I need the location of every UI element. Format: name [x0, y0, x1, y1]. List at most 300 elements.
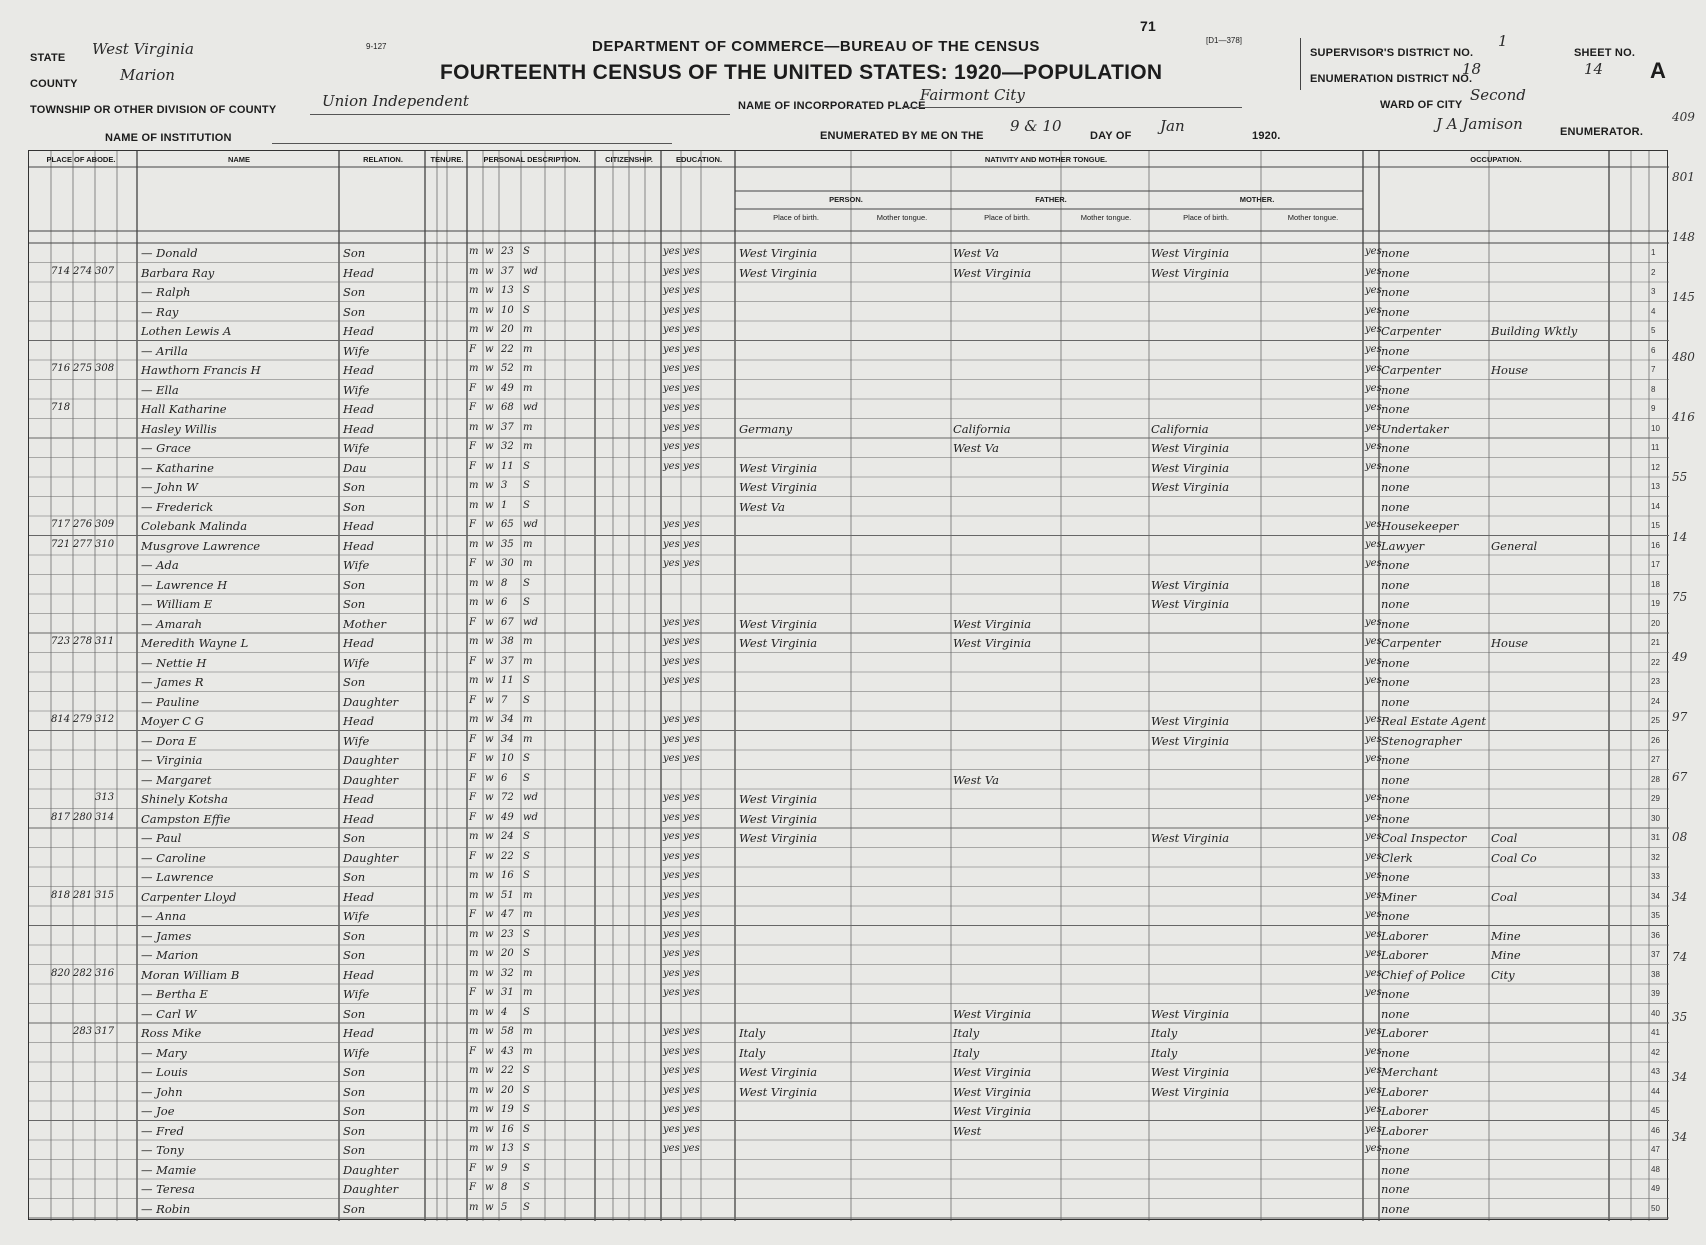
sex: F [469, 909, 476, 920]
relation: Wife [343, 909, 370, 923]
marital-status: m [523, 421, 533, 433]
age: 10 [501, 304, 514, 316]
speaks-english: yes [1365, 382, 1382, 394]
occupation: none [1381, 1006, 1410, 1021]
age: 37 [501, 421, 514, 433]
marital-status: m [523, 363, 533, 374]
margin-note: 55 [1672, 470, 1688, 484]
can-write: yes [683, 460, 700, 472]
race: w [485, 1104, 494, 1115]
can-write: yes [683, 1104, 700, 1115]
marital-status: S [523, 772, 530, 784]
line-number: 8 [1651, 384, 1656, 394]
sex: m [469, 265, 479, 277]
occupation: Carpenter [1381, 363, 1441, 377]
sheet-letter: A [1650, 58, 1666, 83]
birthplace: West Virginia [739, 1084, 818, 1099]
can-write: yes [683, 733, 700, 745]
supervisor-value: 1 [1498, 32, 1508, 50]
dwelling-number: 282 [73, 967, 93, 979]
person-name: — Fred [141, 1123, 184, 1138]
occupation: none [1381, 402, 1410, 416]
enumeration-district-label: ENUMERATION DISTRICT NO. [1310, 73, 1473, 85]
can-read: yes [663, 831, 680, 842]
relation: Head [343, 538, 375, 553]
person-name: — Donald [141, 246, 198, 260]
mother-birthplace: West Virginia [1151, 831, 1230, 845]
relation: Son [343, 499, 366, 514]
marital-status: m [523, 987, 533, 998]
birthplace: West Virginia [739, 792, 818, 806]
relation: Son [343, 1084, 366, 1099]
age: 67 [501, 616, 514, 628]
person-name: — Tony [141, 1143, 184, 1157]
margin-note: 34 [1672, 1070, 1688, 1084]
marital-status: S [523, 870, 530, 881]
margin-note: 75 [1672, 590, 1688, 604]
occupation: none [1381, 1162, 1410, 1177]
speaks-english: yes [1365, 519, 1382, 530]
margin-note: 14 [1672, 530, 1688, 544]
line-number: 37 [1651, 950, 1660, 959]
race: w [485, 1162, 494, 1174]
col-father-pob: Place of birth. [984, 213, 1030, 222]
can-read: yes [663, 1084, 680, 1096]
age: 1 [501, 499, 508, 511]
line-number: 20 [1651, 618, 1660, 628]
margin-note: 74 [1672, 950, 1688, 964]
age: 24 [501, 831, 514, 842]
street-number: 820 [51, 967, 71, 979]
sex: m [469, 1006, 479, 1018]
can-write: yes [683, 987, 700, 998]
line-number: 46 [1651, 1125, 1660, 1135]
line-number: 23 [1651, 677, 1660, 686]
speaks-english: yes [1365, 948, 1382, 959]
dwelling-number: 280 [73, 811, 93, 823]
marital-status: m [523, 636, 533, 647]
can-write: yes [683, 928, 700, 940]
age: 19 [501, 1104, 514, 1115]
can-read: yes [663, 421, 680, 433]
age: 11 [501, 460, 514, 472]
county-label: COUNTY [30, 78, 78, 90]
can-read: yes [663, 733, 680, 745]
col-education: EDUCATION. [675, 155, 723, 164]
race: w [485, 1143, 494, 1154]
township-label: TOWNSHIP OR OTHER DIVISION OF COUNTY [30, 104, 277, 116]
father-birthplace: West Virginia [953, 616, 1032, 631]
person-name: — Paul [141, 831, 182, 845]
line-number: 19 [1651, 599, 1660, 608]
can-write: yes [683, 948, 700, 959]
mother-birthplace: West Virginia [1151, 246, 1230, 260]
industry: Mine [1491, 948, 1521, 962]
col-person: PERSON. [829, 195, 863, 204]
sex: F [469, 402, 476, 413]
sex: m [469, 499, 479, 511]
street-number: 817 [51, 811, 71, 823]
col-mother: MOTHER. [1239, 195, 1275, 204]
speaks-english: yes [1365, 421, 1382, 433]
line-number: 30 [1651, 813, 1660, 823]
sex: m [469, 324, 479, 335]
occupation: none [1381, 772, 1410, 787]
family-number: 312 [95, 714, 115, 725]
father-birthplace: West Va [953, 772, 999, 787]
marital-status: S [523, 694, 530, 706]
can-read: yes [663, 265, 680, 277]
can-write: yes [683, 538, 700, 550]
person-name: — Frederick [141, 499, 214, 514]
can-write: yes [683, 324, 700, 335]
line-number: 18 [1651, 579, 1660, 589]
age: 3 [501, 480, 508, 491]
birthplace: West Virginia [739, 246, 818, 260]
occupation: Carpenter [1381, 636, 1441, 650]
age: 68 [501, 402, 514, 413]
marital-status: wd [523, 402, 538, 413]
department-heading: DEPARTMENT OF COMMERCE—BUREAU OF THE CENSUS [592, 38, 1040, 55]
relation: Son [343, 285, 366, 299]
county-value: Marion [120, 66, 175, 84]
occupation: none [1381, 987, 1410, 1001]
person-name: Lothen Lewis A [141, 324, 232, 338]
relation: Daughter [343, 850, 399, 865]
person-name: Ross Mike [141, 1026, 202, 1040]
speaks-english: yes [1365, 324, 1382, 335]
sex: F [469, 1045, 476, 1057]
can-read: yes [663, 714, 680, 725]
marital-status: S [523, 1201, 530, 1213]
can-read: yes [663, 285, 680, 296]
marital-status: m [523, 558, 533, 569]
line-number: 32 [1651, 852, 1660, 862]
occupation: Laborer [1381, 948, 1428, 962]
age: 23 [501, 928, 514, 940]
age: 4 [501, 1006, 508, 1018]
relation: Son [343, 870, 366, 884]
relation: Son [343, 480, 366, 494]
can-read: yes [663, 1143, 680, 1154]
can-write: yes [683, 831, 700, 842]
industry: General [1491, 538, 1538, 553]
marital-status: S [523, 753, 530, 764]
sex: F [469, 616, 476, 628]
line-number: 13 [1651, 482, 1660, 491]
occupation: none [1381, 792, 1410, 806]
occupation: none [1381, 441, 1410, 455]
occupation: none [1381, 694, 1410, 709]
race: w [485, 948, 494, 959]
can-read: yes [663, 792, 680, 803]
industry: Coal [1491, 831, 1518, 845]
occupation: none [1381, 616, 1410, 631]
sex: m [469, 636, 479, 647]
margin-note: 97 [1672, 710, 1688, 724]
speaks-english: yes [1365, 870, 1382, 881]
can-read: yes [663, 460, 680, 472]
relation: Son [343, 1006, 366, 1021]
race: w [485, 694, 494, 706]
relation: Wife [343, 382, 370, 397]
race: w [485, 870, 494, 881]
speaks-english: yes [1365, 792, 1382, 803]
line-number: 34 [1651, 891, 1660, 901]
line-number: 29 [1651, 794, 1660, 803]
speaks-english: yes [1365, 889, 1382, 901]
enumerated-label: ENUMERATED BY ME ON THE [820, 130, 984, 142]
relation: Son [343, 246, 366, 260]
occupation: none [1381, 1045, 1410, 1060]
occupation: Laborer [1381, 1104, 1428, 1118]
person-name: — Carl W [141, 1006, 197, 1021]
dwelling-number: 283 [73, 1026, 93, 1037]
can-read: yes [663, 987, 680, 998]
race: w [485, 889, 494, 901]
person-name: Colebank Malinda [141, 519, 248, 533]
line-number: 9 [1651, 404, 1656, 413]
relation: Head [343, 402, 375, 416]
marital-status: m [523, 889, 533, 901]
person-name: — John W [141, 480, 198, 494]
age: 16 [501, 1123, 514, 1135]
sex: F [469, 792, 476, 803]
speaks-english: yes [1365, 441, 1382, 452]
line-number: 7 [1651, 365, 1656, 374]
person-name: — James R [141, 675, 204, 689]
col-father: FATHER. [1035, 195, 1067, 204]
line-number: 47 [1651, 1145, 1660, 1154]
occupation: none [1381, 1201, 1410, 1216]
sex: F [469, 694, 476, 706]
person-name: Moran William B [141, 967, 240, 982]
col-person-tongue: Mother tongue. [876, 213, 928, 222]
age: 65 [501, 519, 514, 530]
relation: Head [343, 889, 375, 904]
relation: Head [343, 265, 375, 280]
speaks-english: yes [1365, 402, 1382, 413]
race: w [485, 382, 494, 394]
sex: m [469, 1104, 479, 1115]
occupation: none [1381, 870, 1410, 884]
race: w [485, 421, 494, 433]
race: w [485, 441, 494, 452]
sex: m [469, 538, 479, 550]
birthplace: West Virginia [739, 636, 818, 650]
can-write: yes [683, 811, 700, 823]
can-write: yes [683, 870, 700, 881]
father-birthplace: West Va [953, 441, 999, 455]
dwelling-number: 277 [73, 538, 93, 550]
age: 37 [501, 655, 514, 667]
can-read: yes [663, 928, 680, 940]
person-name: Shinely Kotsha [141, 792, 228, 806]
relation: Wife [343, 733, 370, 748]
marital-status: S [523, 480, 530, 491]
page-number: 71 [1140, 18, 1156, 34]
street-number: 714 [51, 265, 71, 277]
marital-status: wd [523, 265, 538, 277]
col-name: NAME [227, 155, 251, 164]
relation: Head [343, 714, 375, 728]
can-read: yes [663, 304, 680, 316]
line-number: 3 [1651, 287, 1656, 296]
relation: Daughter [343, 753, 399, 767]
can-write: yes [683, 519, 700, 530]
occupation: none [1381, 811, 1410, 826]
dwelling-number: 281 [73, 889, 93, 901]
marital-status: m [523, 538, 533, 550]
mother-birthplace: California [1151, 421, 1209, 436]
marital-status: S [523, 1006, 530, 1018]
race: w [485, 850, 494, 862]
can-write: yes [683, 1143, 700, 1154]
line-number: 28 [1651, 774, 1660, 784]
marital-status: m [523, 441, 533, 452]
can-write: yes [683, 265, 700, 277]
sex: m [469, 1084, 479, 1096]
speaks-english: yes [1365, 1143, 1382, 1154]
occupation: none [1381, 1143, 1410, 1157]
person-name: — Ella [141, 382, 179, 397]
age: 34 [501, 714, 514, 725]
sex: F [469, 460, 476, 472]
speaks-english: yes [1365, 987, 1382, 998]
industry: Building Wktly [1491, 324, 1578, 338]
family-number: 308 [95, 363, 115, 374]
person-name: — Bertha E [141, 987, 208, 1001]
line-number: 2 [1651, 267, 1656, 277]
margin-note: 35 [1672, 1010, 1688, 1024]
race: w [485, 1201, 494, 1213]
sex: m [469, 421, 479, 433]
occupation: Miner [1381, 889, 1417, 904]
mother-birthplace: West Virginia [1151, 265, 1230, 280]
sex: m [469, 1026, 479, 1037]
ward-label: WARD OF CITY [1380, 99, 1463, 111]
mother-birthplace: West Virginia [1151, 1084, 1230, 1099]
race: w [485, 753, 494, 764]
person-name: — Robin [141, 1201, 191, 1216]
race: w [485, 519, 494, 530]
person-name: Barbara Ray [141, 265, 215, 280]
township-underline [310, 114, 730, 115]
relation: Son [343, 1104, 366, 1118]
sheet-value: 14 [1584, 60, 1604, 78]
mother-birthplace: West Virginia [1151, 733, 1230, 748]
mother-birthplace: West Virginia [1151, 480, 1230, 494]
enumeration-district-value: 18 [1462, 60, 1482, 78]
line-number: 4 [1651, 306, 1656, 316]
col-relation: RELATION. [363, 155, 403, 164]
occupation: none [1381, 304, 1410, 319]
age: 20 [501, 324, 514, 335]
col-nativity: NATIVITY AND MOTHER TONGUE. [984, 155, 1108, 164]
can-read: yes [663, 889, 680, 901]
father-birthplace: West Virginia [953, 1006, 1032, 1021]
line-number: 39 [1651, 989, 1660, 998]
can-read: yes [663, 519, 680, 530]
sex: m [469, 246, 479, 257]
age: 38 [501, 636, 514, 647]
race: w [485, 577, 494, 589]
sex: F [469, 753, 476, 764]
state-label: STATE [30, 52, 66, 64]
marital-status: S [523, 675, 530, 686]
relation: Son [343, 304, 366, 319]
birthplace: West Virginia [739, 265, 818, 280]
line-number: 48 [1651, 1164, 1660, 1174]
occupation: none [1381, 909, 1410, 923]
race: w [485, 772, 494, 784]
street-number: 717 [51, 519, 71, 530]
occupation: none [1381, 558, 1410, 572]
col-mother-pob: Place of birth. [1183, 213, 1229, 222]
person-name: Campston Effie [141, 811, 231, 826]
sex: m [469, 480, 479, 491]
marital-status: S [523, 597, 530, 608]
race: w [485, 1065, 494, 1076]
street-number: 814 [51, 714, 71, 725]
age: 20 [501, 1084, 514, 1096]
person-name: — Mamie [141, 1162, 197, 1177]
line-number: 38 [1651, 969, 1660, 979]
sex: F [469, 343, 476, 355]
age: 32 [501, 441, 514, 452]
relation: Wife [343, 1045, 370, 1060]
age: 11 [501, 675, 514, 686]
can-write: yes [683, 382, 700, 394]
sex: m [469, 1065, 479, 1076]
col-tenure: TENURE. [430, 155, 464, 164]
father-birthplace: Italy [953, 1026, 980, 1040]
speaks-english: yes [1365, 1084, 1382, 1096]
age: 34 [501, 733, 514, 745]
line-number: 12 [1651, 462, 1660, 472]
can-write: yes [683, 304, 700, 316]
marital-status: S [523, 1162, 530, 1174]
line-number: 35 [1651, 911, 1660, 920]
line-number: 43 [1651, 1067, 1660, 1076]
occupation: Laborer [1381, 1123, 1428, 1138]
race: w [485, 811, 494, 823]
occupation: none [1381, 597, 1410, 611]
can-write: yes [683, 1065, 700, 1076]
person-name: — Grace [141, 441, 191, 455]
day-of-label: DAY OF [1090, 130, 1132, 142]
can-read: yes [663, 850, 680, 862]
census-title: FOURTEENTH CENSUS OF THE UNITED STATES: 1920—POPULATION [440, 61, 1163, 84]
line-number: 11 [1651, 443, 1660, 452]
person-name: — Louis [141, 1065, 188, 1079]
can-read: yes [663, 558, 680, 569]
person-name: — Arilla [141, 343, 188, 358]
person-name: — Katharine [141, 460, 214, 475]
speaks-english: yes [1365, 753, 1382, 764]
year-value: 1920. [1252, 130, 1281, 142]
relation: Mother [343, 616, 387, 631]
age: 51 [501, 889, 514, 901]
race: w [485, 792, 494, 803]
street-number: 721 [51, 538, 71, 550]
industry: Coal Co [1491, 850, 1537, 865]
can-write: yes [683, 363, 700, 374]
speaks-english: yes [1365, 655, 1382, 667]
margin-note: 49 [1672, 650, 1688, 664]
birthplace: West Va [739, 499, 785, 514]
speaks-english: yes [1365, 636, 1382, 647]
